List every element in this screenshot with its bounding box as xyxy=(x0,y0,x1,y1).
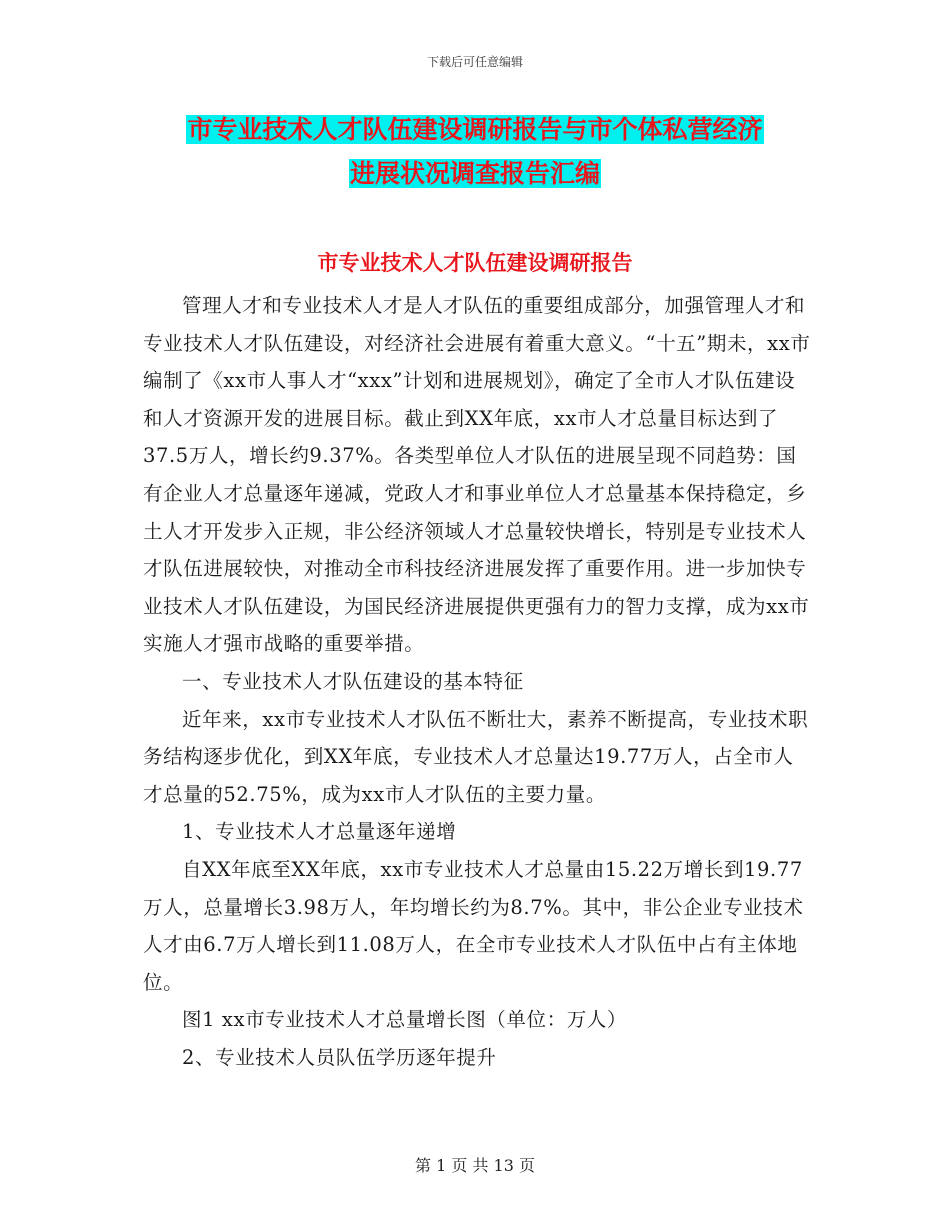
document-title-line-1 xyxy=(0,112,950,148)
document-body xyxy=(143,287,811,1076)
page-footer: 第 1 页 共 13 页 xyxy=(415,1156,535,1175)
paragraph-total-growth: 自XX年底至XX年底，xx市专业技术人才总量由15.22万增长到19.77万人，总量增长3.98万人，年均增长约为8.7%。其中，非公企业专业技术人才由6.7万人增长到11.08万人，在全市专业技术人才队伍中占有主体地位。 xyxy=(143,857,804,994)
subheading-total-growth: 1、专业技术人才总量逐年递增 xyxy=(182,820,457,844)
header-note: 下载后可任意编辑 xyxy=(426,55,523,69)
paragraph-overview: 近年来，xx市专业技术人才队伍不断壮大，素养不断提高，专业技术职务结构逐步优化，到XX年底，专业技术人才总量达19.77万人，占全市人才总量的52.75%，成为xx市人才队伍的主要力量。 xyxy=(143,707,809,806)
title-highlight-2: 进展状况调查报告汇编 xyxy=(349,159,600,188)
figure-caption: 图1 xx市专业技术人才总量增长图（单位：万人） xyxy=(182,1008,627,1032)
paragraph-intro: 管理人才和专业技术人才是人才队伍的重要组成部分，加强管理人才和专业技术人才队伍建设，对经济社会进展有着重大意义。“十五”期未，xx市编制了《xx市人事人才“xxx”计划和进展规划》，确定了全市人才队伍建设和人才资源开发的进展目标。截止到XX年底，xx市人才总量目标达到了37.5万人，增长约9.37%。各类型单位人才队伍的进展呈现不同趋势：国有企业人才总量逐年递减，党政人才和事业单位人才总量基本保持稳定，乡土人才开发步入正规，非公经济领域人才总量较快增长，特别是专业技术人才队伍进展较快，对推动全市科技经济进展发挥了重要作用。进一步加快专业技术人才队伍建设，为国民经济进展提供更强有力的智力支撑，成为xx市实施人才强市战略的重要举措。 xyxy=(143,294,811,656)
title-highlight-1: 市专业技术人才队伍建设调研报告与市个体私营经济 xyxy=(187,115,763,144)
document-title-line-2 xyxy=(0,156,950,192)
section-title: 市专业技术人才队伍建设调研报告 xyxy=(317,251,633,275)
heading-basic-features: 一、专业技术人才队伍建设的基本特征 xyxy=(182,669,524,693)
subheading-education: 2、专业技术人员队伍学历逐年提升 xyxy=(182,1045,497,1069)
